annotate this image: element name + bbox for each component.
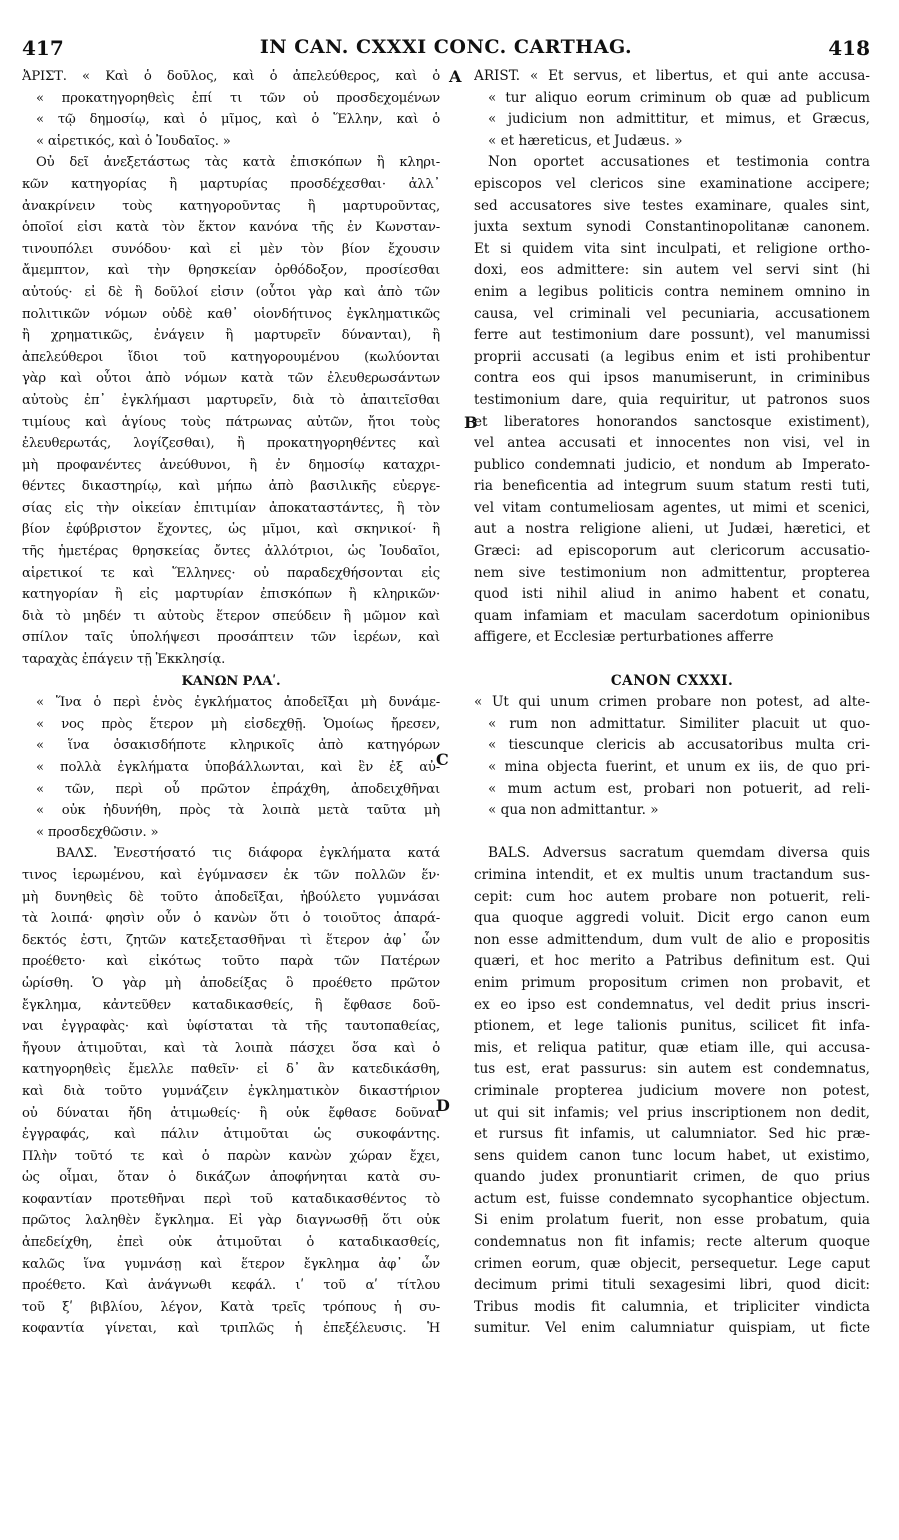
greek-text-line: ἀνακρίνειν τοὺς κατηγοροῦντας ἢ μαρτυροῦντας, bbox=[22, 198, 440, 214]
greek-text-line: τὰ λοιπά· φησὶν οὖν ὁ κανὼν ὅτι ὁ τοιοῦτος ἀπαρά- bbox=[22, 911, 440, 927]
greek-text-line: ὁποῖοί εἰσι κατὰ τὸν ἕκτον κανόνα τῆς ἐν Κωνσταν- bbox=[22, 220, 440, 236]
latin-text-line: « Ut qui unum crimen probare non potest, ad alte- bbox=[474, 694, 870, 711]
greek-text-line: « προσδεχθῶσιν. » bbox=[36, 824, 159, 840]
latin-text-line: « judicium non admittitur, et mimus, et Græcus, bbox=[488, 111, 870, 128]
latin-text-line: decimum primi tituli sexagesimi libri, quod dicit: bbox=[474, 1277, 870, 1294]
latin-text-line: « tur aliquo eorum criminum ob quæ ad publicum bbox=[488, 89, 870, 106]
latin-text-line: sed accusatores sive testes examinare, quales sint, bbox=[474, 197, 870, 214]
latin-text-line: criminale propterea judicium movere non potest, bbox=[474, 1082, 870, 1099]
greek-text-line: « οὐκ ἠδυνήθη, πρὸς τὰ λοιπὰ μετὰ ταῦτα μὴ bbox=[36, 803, 440, 819]
greek-text-line: ἐγγραφάς, καὶ πάλιν ἀτιμοῦται ὡς συκοφάντης. bbox=[22, 1127, 440, 1143]
latin-text-line: quam infamiam et maculam sacerdotum opinionibus bbox=[474, 607, 870, 624]
greek-text-line: σίας εἰς τὴν οἰκείαν ἐπιτιμίαν ἀποκαταστάντες, ἢ τὸν bbox=[22, 500, 440, 516]
latin-text-line: cepit: cum hoc autem probare non potuerit, reli- bbox=[474, 888, 870, 905]
latin-text-line: ex eo ipso est condemnatus, vel dedit prius inscri- bbox=[474, 996, 870, 1013]
greek-text-line: Πλὴν τοῦτό τε καὶ ὁ παρὼν κανὼν χώραν ἔχει, bbox=[22, 1148, 440, 1164]
latin-text-line: condemnatus non fit infamis; recte alterum quoque bbox=[474, 1234, 870, 1251]
latin-text-line: « mum actum est, probari non potuerit, ad reli- bbox=[488, 780, 870, 797]
greek-text-line: αὐτοὺς ἐπ᾽ ἐγκλήμασι μαρτυρεῖν, διὰ τὸ ἀπαιτεῖσθαι bbox=[22, 392, 440, 408]
greek-text-line: Οὐ δεῖ ἀνεξετάστως τὰς κατὰ ἐπισκόπων ἢ κληρι- bbox=[36, 155, 440, 171]
greek-text-line: « ἵνα ὁσακισδήποτε κληρικοῖς ἀπὸ κατηγόρων bbox=[36, 738, 440, 754]
greek-text-line: βίον ἐφύβριστον ἔχοντες, ὡς μῖμοι, καὶ σκηνικοί· ἢ bbox=[22, 522, 440, 538]
latin-text-line: « et hæreticus, et Judæus. » bbox=[488, 132, 683, 149]
latin-text-line: juxta sextum synodi Constantinopolitanæ canonem. bbox=[474, 219, 870, 236]
latin-text-line: nem sive testimonium non admittentur, propterea bbox=[474, 564, 870, 581]
greek-text-line: ταραχὰς ἐπάγειν τῇ Ἐκκλησίᾳ. bbox=[22, 652, 226, 668]
page-number-right: 418 bbox=[828, 36, 870, 60]
latin-text-line: ut qui sit infamis; vel prius inscriptionem non dedit, bbox=[474, 1104, 870, 1121]
greek-text-line: πρῶτος λαληθὲν ἔγκλημα. Εἰ γὰρ διαγνωσθῇ ὅτι οὐκ bbox=[22, 1213, 440, 1229]
latin-text-line: affigere, et Ecclesiæ perturbationes afferre bbox=[474, 629, 774, 646]
greek-text-line: οὐ δύναται ἤδη ἀτιμωθείς· ἢ οὐκ ἔφθασε δοῦναι bbox=[22, 1105, 440, 1121]
margin-letter-d: D bbox=[436, 1096, 450, 1115]
latin-text-line bbox=[474, 822, 870, 844]
greek-text-line: ὡρίσθη. Ὁ γὰρ μὴ ἀποδείξας ὃ προέθετο πρῶτον bbox=[22, 975, 440, 991]
latin-text-line: vel vitam contumeliosam agentes, ut mimi et scenici, bbox=[474, 499, 870, 516]
greek-text-line: καλῶς ἵνα γυμνάσῃ καὶ ἕτερον ἔγκλημα ἀφ᾽ ὧν bbox=[22, 1256, 440, 1272]
greek-text-line: τῆς ἡμετέρας θρησκείας ὄντες ἀλλότριοι, ὡς Ἰουδαῖοι, bbox=[22, 544, 440, 560]
latin-text-line: quando judex pronuntiarit crimen, de quo prius bbox=[474, 1169, 870, 1186]
greek-text-line: ΒΑΛΣ. Ἐνεστήσατό τις διάφορα ἐγκλήματα κατά bbox=[56, 846, 440, 862]
latin-text-line: proprii accusati (a legibus enim et isti prohibentur bbox=[474, 348, 870, 365]
greek-text-line: ἀπελεύθεροι ἴδιοι τοῦ κατηγορουμένου (κωλύονται bbox=[22, 349, 440, 365]
latin-text-line: sumitur. Vel enim calumniatur quispiam, ut ficte bbox=[474, 1320, 870, 1337]
latin-text-line: ptionem, et lege talionis punitus, scilicet fit infa- bbox=[474, 1018, 870, 1035]
greek-text-line: « αἱρετικός, καὶ ὁ Ἰουδαῖος. » bbox=[36, 133, 231, 149]
greek-text-line: ἤγουν ἀτιμοῦται, καὶ τὰ λοιπὰ πάσχει ὅσα καὶ ὁ bbox=[22, 1040, 440, 1056]
latin-text-line: « qua non admittantur. » bbox=[488, 802, 659, 819]
latin-text-line bbox=[474, 649, 870, 671]
latin-text-line: ria beneficentia ad integrum suum statum resti tuti, bbox=[474, 478, 870, 495]
latin-text-line: aut a nostra religione alieni, ut Judæi, hæretici, et bbox=[474, 521, 870, 538]
latin-text-line: causa, vel criminali vel pecuniaria, accusationem bbox=[474, 305, 870, 322]
greek-text-line: « προκατηγορηθεὶς ἐπί τι τῶν οὐ προσδεχομένων bbox=[36, 90, 440, 106]
latin-text-line: contra eos qui ipsos manumiserunt, in criminibus bbox=[474, 370, 870, 387]
greek-text-line: τινος ἱερωμένου, καὶ ἐγύμνασεν ἐκ τῶν πολλῶν ἕν· bbox=[22, 867, 440, 883]
latin-text-line: quod isti nihil aliud in animo habent et conatu, bbox=[474, 586, 870, 603]
latin-text-line: Non oportet accusationes et testimonia contra bbox=[488, 154, 870, 171]
latin-text-line: quæri, et hoc merito a Patribus definitum est. Qui bbox=[474, 953, 870, 970]
latin-text-line: mis, et reliqua patitur, quæ etiam ille, qui accusa- bbox=[474, 1039, 870, 1056]
latin-text-line: crimina intendit, et ex multis unum tractandum sus- bbox=[474, 866, 870, 883]
latin-text-line: ARIST. « Et servus, et libertus, et qui ante accusa- bbox=[474, 68, 870, 84]
latin-text-line: BALS. Adversus sacratum quemdam diversa quis bbox=[488, 845, 870, 862]
greek-text-line: θέντες δικαστηρίῳ, καὶ μήπω ἀπὸ βασιλικῆς εὐεργε- bbox=[22, 479, 440, 495]
latin-text-line: non esse admittendum, dum vult de alio e propositis bbox=[474, 931, 870, 948]
greek-text-line: « πολλὰ ἐγκλήματα ὑποβάλλωνται, καὶ ἓν ἐξ αὐ- bbox=[36, 760, 440, 775]
greek-text-line-canon-title: ΚΑΝΩΝ ΡΛΑʹ. bbox=[181, 673, 281, 689]
margin-letter-c: C bbox=[436, 750, 449, 769]
greek-text-line: μὴ δυνηθεὶς δὲ τοῦτο ἀποδεῖξαι, ἠβούλετο γυμνάσαι bbox=[22, 889, 440, 905]
page-header bbox=[22, 36, 870, 60]
latin-text-line: episcopos vel clericos sine examinatione accipere; bbox=[474, 175, 870, 192]
greek-text-line: προέθετο. Καὶ ἀνάγνωθι κεφάλ. ιʹ τοῦ αʹ τίτλου bbox=[22, 1278, 440, 1294]
greek-text-line: ἀπεδείχθη, ἐπεὶ οὐκ ἀτιμοῦται ὁ καταδικασθείς, bbox=[22, 1235, 440, 1251]
running-title: IN CAN. CXXXI CONC. CARTHAG. bbox=[259, 36, 633, 58]
latin-text-line: qua quoque aggredi voluit. Dicit ergo canon eum bbox=[474, 910, 870, 927]
page-number-left: 417 bbox=[22, 36, 64, 60]
latin-text-line: tus est, erat passurus: sin autem est condemnatus, bbox=[474, 1061, 870, 1078]
greek-text-line: κῶν κατηγορίας ἢ μαρτυρίας προσδέχεσθαι· ἀλλ᾽ bbox=[22, 176, 440, 192]
greek-text-line: καὶ διὰ τοῦτο γυμνάζειν ἐγκληματικὸν δικαστήριον bbox=[22, 1083, 440, 1099]
greek-column bbox=[22, 66, 440, 1340]
latin-text-line: enim a legibus politicis contra neminem omnino in bbox=[474, 283, 870, 300]
latin-text-line: et liberatores honorandos sanctosque existiment), bbox=[474, 413, 870, 430]
margin-letter-b: B bbox=[464, 413, 478, 432]
greek-text-line: « τῷ δημοσίῳ, καὶ ὁ μῖμος, καὶ ὁ Ἕλλην, καὶ ὁ bbox=[36, 112, 440, 128]
latin-text-line: actum est, fuisse condemnato sycophantice objectum. bbox=[474, 1190, 870, 1207]
latin-text-line: et rursus fit infamis, ut calumniator. Sed hic præ- bbox=[474, 1126, 870, 1143]
latin-text-line: publico condemnati judicio, et nondum ab Imperato- bbox=[474, 456, 870, 473]
latin-text-line: testimonium dare, quia requiritur, ut patronos suos bbox=[474, 391, 870, 408]
greek-text-line: ἐλευθερωτάς, λογίζεσθαι), ἢ προκατηγορηθέντες καὶ bbox=[22, 436, 440, 452]
greek-text-line: σπίλον ταῖς ὑπολήψεσι προσάπτειν τῶν ἱερέων, καὶ bbox=[22, 630, 440, 646]
greek-text-line: αἱρετικοί τε καὶ Ἕλληνες· οὐ παραδεχθήσονται εἰς bbox=[22, 565, 440, 581]
latin-text-line: Græci: ad episcoporum aut clericorum accusatio- bbox=[474, 543, 870, 560]
greek-text-line: κατηγορηθεὶς ἔμελλε παθεῖν· εἰ δ᾽ ἂν κατεδικάσθη, bbox=[22, 1062, 440, 1078]
latin-column bbox=[474, 66, 870, 1340]
greek-text-line: « τῶν, περὶ οὗ πρῶτον ἐπράχθη, ἀποδειχθῆναι bbox=[36, 781, 440, 797]
greek-text-line: τοῦ ξʹ βιβλίου, λέγον, Κατὰ τρεῖς τρόπους ἡ συ- bbox=[22, 1299, 440, 1315]
greek-text-line: αὐτούς· εἰ δὲ ἢ δοῦλοί εἰσιν (οὗτοι γὰρ καὶ ἀπὸ τῶν bbox=[22, 284, 440, 300]
greek-text-line: δεκτός ἐστι, ζητῶν κατεξετασθῆναι τὶ ἕτερον ἀφ᾽ ὧν bbox=[22, 932, 440, 948]
greek-text-line: κοφαντίαν προτεθῆναι περὶ τοῦ καταδικασθέντος τὸ bbox=[22, 1191, 440, 1207]
greek-text-line: ναι ἐγγραφὰς· καὶ ὑφίσταται τὰ τῆς ταυτοπαθείας, bbox=[22, 1019, 440, 1035]
greek-text-line: ὡς οἶμαι, ὅταν ὁ δικάζων ἀποφήνηται κατὰ συ- bbox=[22, 1170, 440, 1186]
greek-text-line: γὰρ καὶ οὗτοι ἀπὸ νόμων κατὰ τῶν ἐλευθερωσάντων bbox=[22, 371, 440, 387]
latin-text-line-canon-title: CANON CXXXI. bbox=[610, 672, 734, 689]
greek-text-line: κοφαντία γίνεται, καὶ τριπλῶς ἡ ἐπεξέλευσις. Ἡ bbox=[22, 1321, 440, 1337]
latin-text-line: crimen eorum, quæ objecit, persequetur. Lege caput bbox=[474, 1255, 870, 1272]
greek-text-line: ἔγκλημα, κἀντεῦθεν καταδικασθείς, ἢ ἔφθασε δοῦ- bbox=[22, 997, 440, 1013]
latin-text-line: enim primum propositum crimen non probavit, et bbox=[474, 974, 870, 991]
greek-text-line: προέθετο· καὶ εἰκότως τοῦτο παρὰ τῶν Πατέρων bbox=[22, 954, 440, 970]
latin-text-line: Si enim prolatum fuerit, non esse probatum, quia bbox=[474, 1212, 870, 1229]
latin-text-line: sens quidem canon tunc locum habet, ut existimo, bbox=[474, 1147, 870, 1164]
greek-text-line: ἈΡΙΣΤ. « Καὶ ὁ δοῦλος, καὶ ὁ ἀπελεύθερος, καὶ ὁ bbox=[22, 69, 440, 84]
margin-letter-a: A bbox=[449, 67, 462, 86]
greek-text-line: τινουπόλει συνόδου· καὶ εἰ μὲν τὸν βίον ἔχουσιν bbox=[22, 241, 440, 257]
greek-text-line: διὰ τὸ μηδέν τι αὐτοὺς ἕτερον σπεύδειν ἢ μῶμον καὶ bbox=[22, 608, 440, 624]
greek-text-line: ἢ χρηματικῶς, ἐνάγειν ἢ μαρτυρεῖν δύνανται), ἢ bbox=[22, 328, 440, 344]
greek-text-line: ἄμεμπτον, καὶ τὴν θρησκείαν ὀρθόδοξον, προσίεσθαι bbox=[22, 263, 440, 279]
latin-text-line: doxi, eos admittere: sin autem vel servi sint (hi bbox=[474, 262, 870, 279]
greek-text-line: κατηγορίαν ἢ εἰς μαρτυρίαν ἐπισκόπων ἢ κληρικῶν· bbox=[22, 587, 440, 603]
latin-text-line: « tiescunque clericis ab accusatoribus multa cri- bbox=[488, 737, 870, 754]
greek-text-line: μὴ προφανέντες ἀνεύθυνοι, ἢ ἐν δημοσίῳ καταχρι- bbox=[22, 457, 440, 473]
greek-text-line: πολιτικῶν νόμων οὐδὲ καθ᾽ οἱονδήτινος ἐγκληματικῶς bbox=[22, 306, 440, 322]
latin-text-line: « rum non admittatur. Similiter placuit ut quo- bbox=[488, 715, 870, 732]
greek-text-line: « Ἵνα ὁ περὶ ἑνὸς ἐγκλήματος ἀποδεῖξαι μὴ δυνάμε- bbox=[36, 695, 440, 711]
latin-text-line: Tribus modis fit calumnia, et tripliciter vindicta bbox=[474, 1298, 870, 1315]
latin-text-line: « mina objecta fuerint, et unum ex iis, de quo pri- bbox=[488, 759, 870, 775]
greek-text-line: τιμίους καὶ ἁγίους τοὺς πάτρωνας αὐτῶν, ἤτοι τοὺς bbox=[22, 414, 440, 430]
latin-text-line: Et si quidem vita sint inculpati, et religione ortho- bbox=[474, 240, 870, 257]
latin-text-line: vel antea accusati et innocentes non visi, vel in bbox=[474, 435, 870, 452]
latin-text-line: ferre aut testimonium dare possunt), vel manumissi bbox=[474, 327, 870, 344]
greek-text-line: « νος πρὸς ἕτερον μὴ εἰσδεχθῇ. Ὁμοίως ἤρεσεν, bbox=[36, 716, 440, 732]
